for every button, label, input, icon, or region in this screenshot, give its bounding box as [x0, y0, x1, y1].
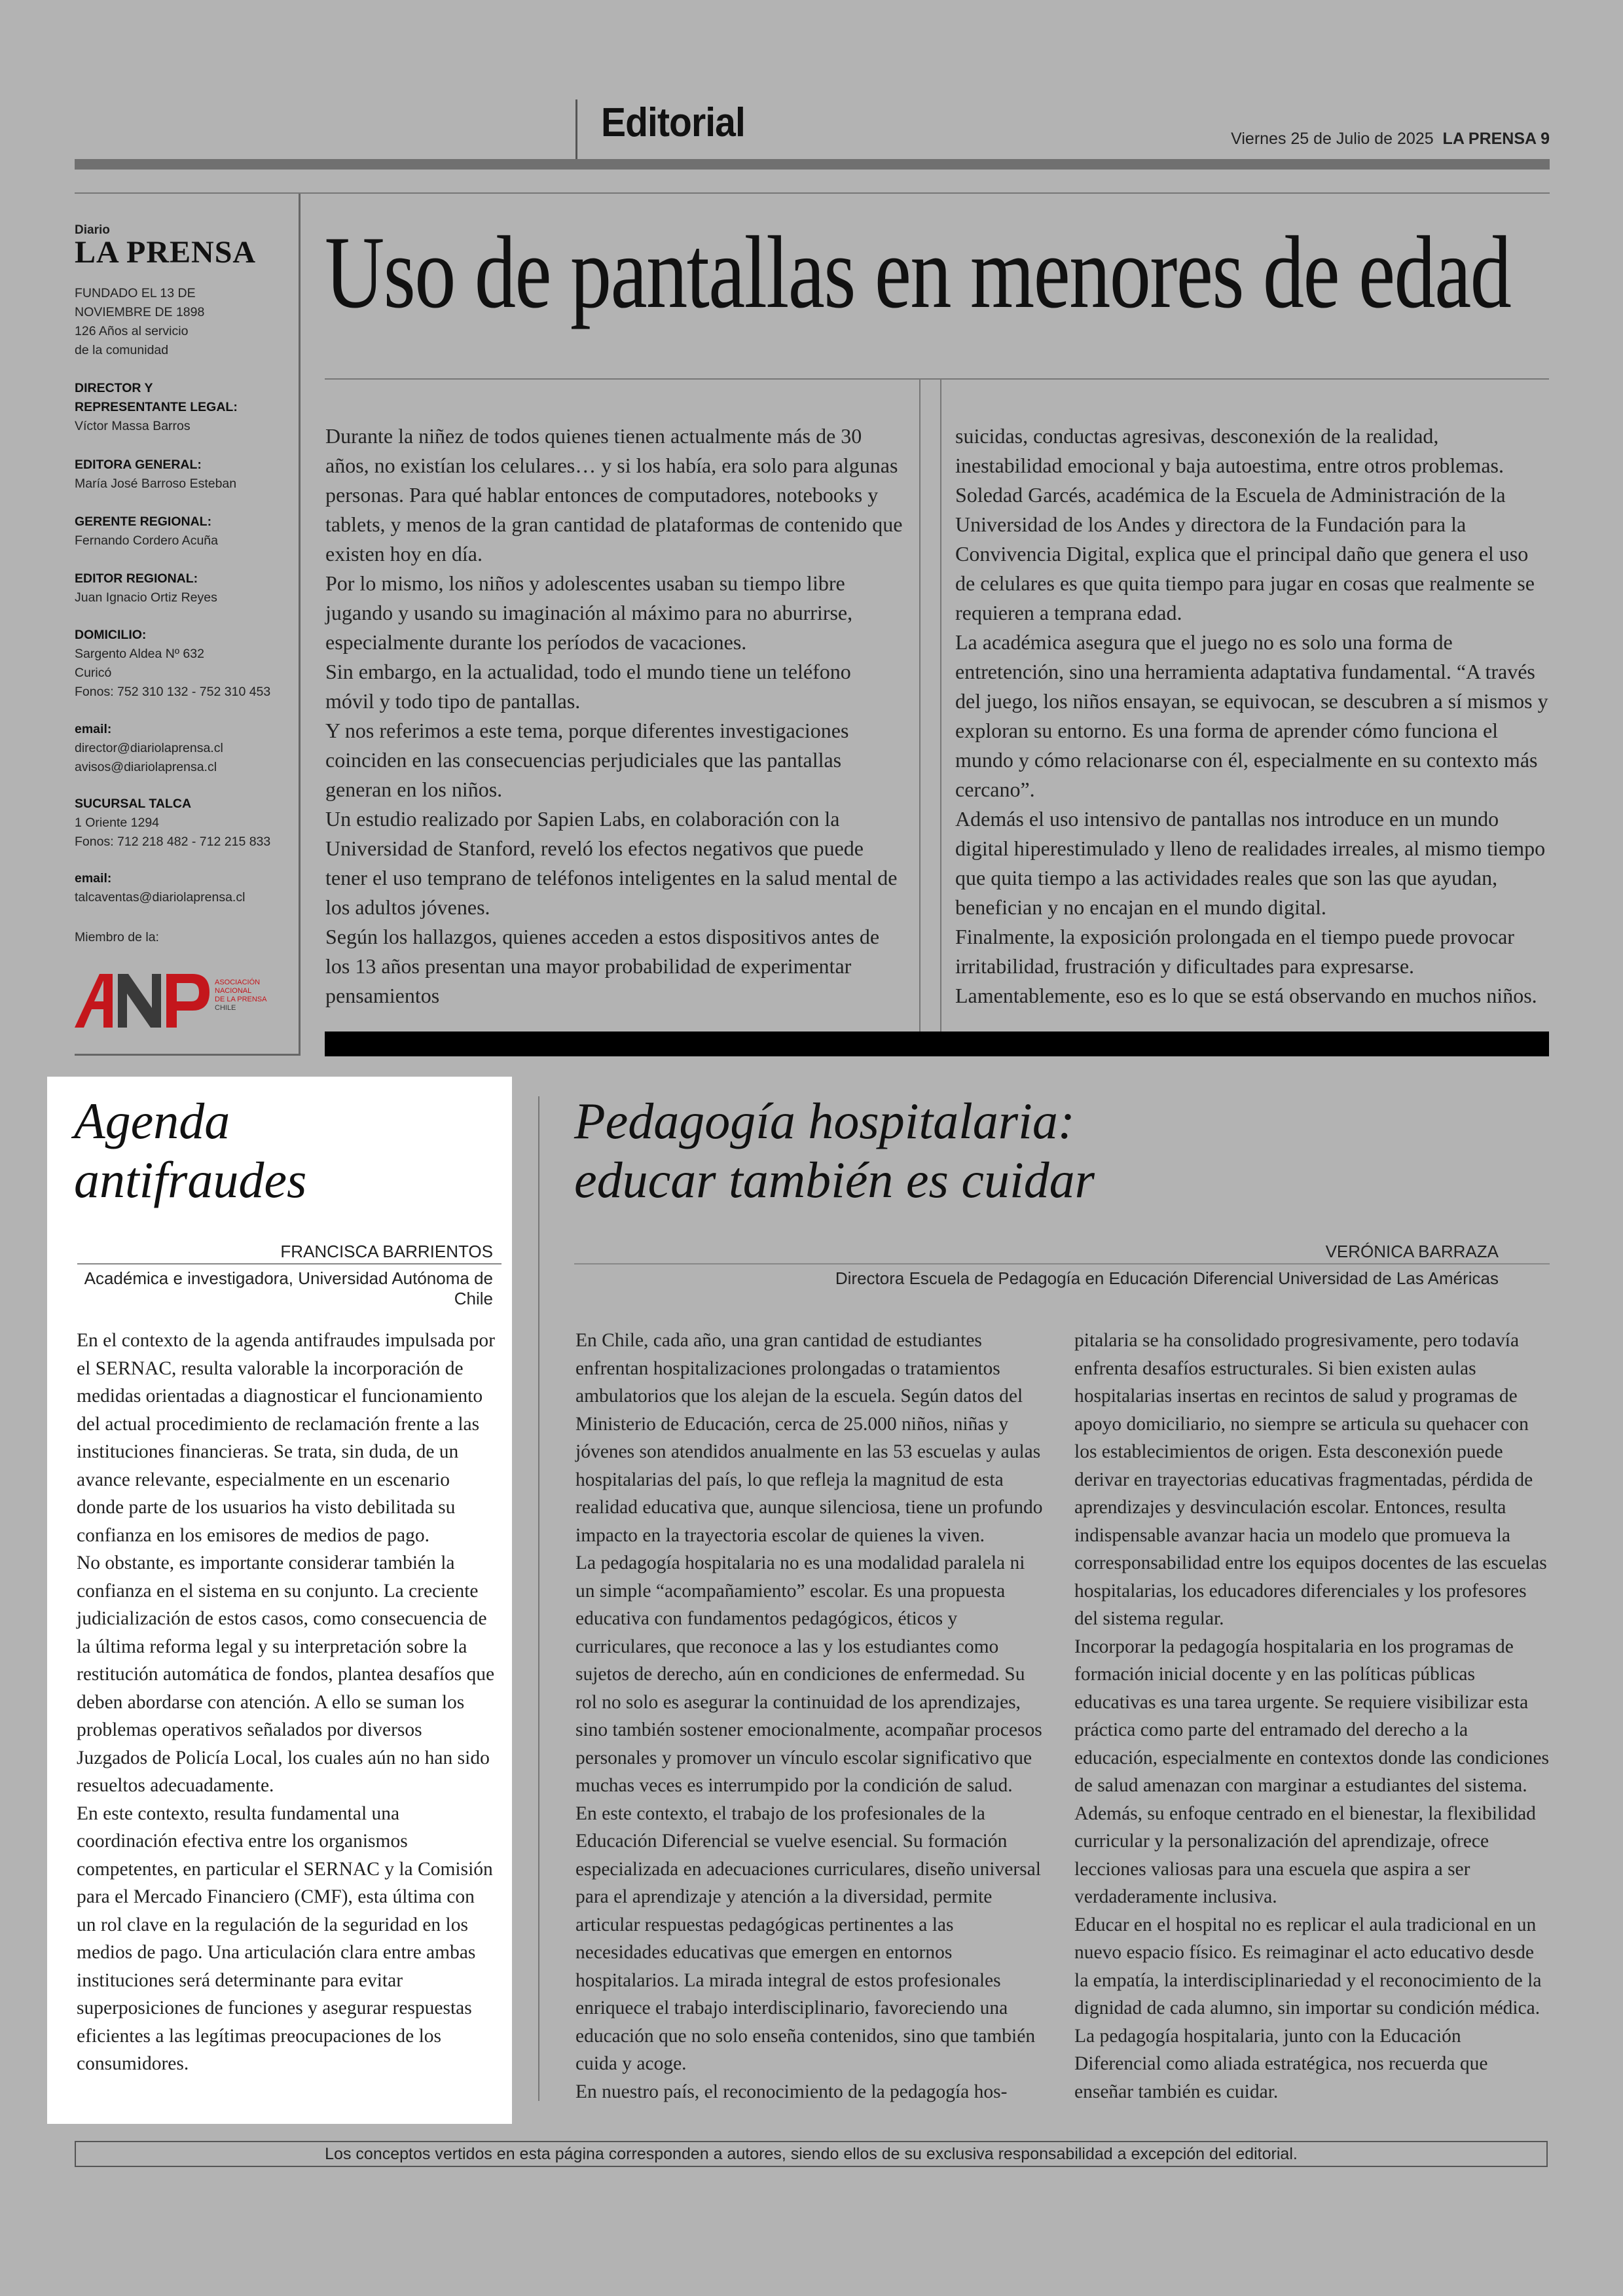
director-label: DIRECTOR Y: [75, 381, 153, 395]
date-line: [1231, 130, 1550, 149]
gerente-name: Fernando Cordero Acuña: [75, 533, 218, 548]
email-address: talcaventas@diariolaprensa.cl: [75, 890, 246, 905]
sucursal-label: SUCURSAL TALCA: [75, 797, 192, 811]
anp-logo: [75, 969, 284, 1034]
sucursal-line: 1 Oriente 1294: [75, 816, 160, 830]
agenda-byline-rule: [77, 1263, 501, 1265]
paragraph: No obstante, es importante considerar también la confianza en el sistema en su conjunto. La creciente judicialización de estos casos, como consecuencia de la última reforma legal y su interpretación sobre la restitución automática de fondos, plantea desafíos que deben abordarse con atención. A ello se suman los problemas operativos señalados por diversos Juzgados de Policía Local, los cuales aún no han sido resueltos adecuadamente.: [77, 1552, 495, 1796]
agenda-title-line: antifraudes: [74, 1151, 307, 1208]
paragraph: Educar en el hospital no es replicar el aula tradicional en un nuevo espacio físico. Es reimaginar el acto educativo desde la empatía, la interdisciplinariedad y el reconocimiento de la dignidad de cada alumno, sin importar su condición médica. La pedagogía hospitalaria, junto con la Educación Diferencial como aliada estratégica, nos recuerda que enseñar también es cuidar.: [1074, 1914, 1542, 2102]
paragraph: En este contexto, el trabajo de los profesionales de la Educación Diferencial se vuelve esencial. Su formación especializada en adecuaciones curriculares, diseño universal para el aprendizaje y atención a la diversidad, permite articular respuestas pedagógicas pertinentes a las necesidades educativas que emergen en entornos hospitalarios. La mirada integral de estos profesionales enriquece el trabajo interdisciplinario, favoreciendo una educación que no solo enseña contenidos, sino que también cuida y acoge.: [575, 1803, 1041, 2074]
pedagogia-title-line: educar también es cuidar: [574, 1151, 1095, 1208]
pedagogia-column-1: [575, 1327, 1047, 2106]
paragraph: suicidas, conductas agresivas, desconexión de la realidad, inestabilidad emocional y baja autoestima, entre otros problemas.: [955, 424, 1504, 477]
masthead-director: [75, 379, 294, 436]
masthead-editor: [75, 569, 294, 607]
paragraph: En Chile, cada año, una gran cantidad de estudiantes enfrentan hospitalizaciones prolongadas o tratamientos ambulatorios que los alejan de la escuela. Según datos del Ministerio de Educación, cerca de 25.000 niños, niñas y jóvenes son atendidos anualmente en las 53 escuelas y aulas hospitalarias del país, lo que refleja la magnitud de esta realidad educativa que, aunque silenciosa, tiene un profundo impacto en la trayectoria escolar de quienes la viven.: [575, 1330, 1043, 1546]
founded-line: 126 Años al servicio: [75, 324, 189, 338]
editorial-title-rule: [325, 378, 1549, 380]
anp-logo-p-shape: [166, 974, 210, 1028]
footer-disclaimer-box: [75, 2141, 1548, 2167]
agenda-title: [74, 1092, 493, 1210]
anp-logo-n-shape: [118, 974, 161, 1028]
editor-label: EDITOR REGIONAL:: [75, 571, 198, 586]
founded-line: de la comunidad: [75, 343, 169, 357]
footer-disclaimer: Los conceptos vertidos en esta página corresponden a autores, siendo ellos de su exclusiva responsabilidad a excepción del editorial.: [325, 2145, 1298, 2163]
paragraph: En este contexto, resulta fundamental una coordinación efectiva entre los organismos competentes, en particular el SERNAC y la Comisión para el Mercado Financiero (CMF), esta última con un rol clave en la regulación de la seguridad en los medios de pago. Una articulación clara entre ambas instituciones será determinante para evitar superposiciones de funciones y asegurar respuestas eficientes a las legítimas preocupaciones de los consumidores.: [77, 1803, 493, 2074]
paragraph: Durante la niñez de todos quienes tienen actualmente más de 30 años, no existían los celulares… y si los había, era solo para algunas personas. Para qué hablar entonces de computadores, notebooks y tablets, y menos de la gran cantidad de plataformas de contenido que existen hoy en día.: [325, 424, 903, 565]
pedagogia-author: VERÓNICA BARRAZA: [1325, 1242, 1499, 1261]
email-address: director@diariolaprensa.cl: [75, 741, 223, 755]
paragraph: Un estudio realizado por Sapien Labs, en colaboración con la Universidad de Stanford, reveló los efectos negativos que puede tener el uso temprano de teléfonos inteligentes en la salud mental de los adultos jóvenes.: [325, 807, 898, 919]
paragraph: Incorporar la pedagogía hospitalaria en los programas de formación inicial docente y en las políticas públicas educativas es una tarea urgente. Se requiere visibilizar esta práctica como parte del entramado del derecho a la educación, especialmente en contextos donde las condiciones de salud amenazan con marginar a estudiantes del sistema. Además, su enfoque centrado en el bienestar, la flexibilidad curricular y la personalización del aprendizaje, ofrece lecciones valiosas para una escuela que aspira a ser verdaderamente inclusiva.: [1074, 1636, 1549, 1907]
paragraph: pitalaria se ha consolidado progresivamente, pero todavía enfrenta desafíos estructurales. Si bien existen aulas hospitalarias insertas en recintos de salud y programas de apoyo domiciliario, no siempre se articula su quehacer con los establecimientos de origen. Esta desconexión puede derivar en trayectorias educativas fragmentadas, pérdida de aprendizajes y desvinculación escolar. Entonces, resulta indispensable avanzar hacia un modelo que promueva la corresponsabilidad entre los equipos docentes de las escuelas hospitalarias, los educadores diferenciales y los profesores del sistema regular.: [1074, 1330, 1547, 1629]
domicilio-line: Fonos: 752 310 132 - 752 310 453: [75, 685, 271, 699]
paragraph: Por lo mismo, los niños y adolescentes usaban su tiempo libre jugando y usando su imaginación al máximo para no aburrirse, especialmente durante los períodos de vacaciones.: [325, 571, 853, 654]
paragraph: En nuestro país, el reconocimiento de la pedagogía hos-: [575, 2081, 1008, 2102]
member-label: Miembro de la:: [75, 930, 159, 944]
article-divider: [538, 1096, 539, 2101]
masthead-editora: [75, 456, 294, 493]
anp-logo-sub: CHILE: [215, 1004, 236, 1012]
domicilio-line: Sargento Aldea Nº 632: [75, 647, 204, 661]
editorial-black-bar: [325, 1031, 1549, 1056]
director-name: Víctor Massa Barros: [75, 419, 191, 433]
page-number: LA PRENSA 9: [1442, 130, 1550, 148]
agenda-author-role: Académica e investigadora, Universidad Autónoma de Chile: [84, 1268, 493, 1308]
agenda-title-line: Agenda: [74, 1092, 230, 1149]
founded-line: NOVIEMBRE DE 1898: [75, 305, 205, 319]
section-title: Editorial: [601, 100, 745, 145]
paragraph: La académica asegura que el juego no es solo una forma de entretención, sino una herramienta adaptativa fundamental. “A través del juego, los niños ensayan, se equivocan, se descubren a sí mismos y exploran su entorno. Es una forma de aprender cómo funciona el mundo y cómo relacionarse con él, especialmente en su contexto más cercano”.: [955, 630, 1548, 801]
header-bar: [75, 159, 1550, 170]
paragraph: Sin embargo, en la actualidad, todo el mundo tiene un teléfono móvil y todo tipo de pantallas.: [325, 660, 851, 713]
masthead-bottom-rule: [75, 1054, 301, 1056]
domicilio-line: Curicó: [75, 666, 112, 680]
anp-logo-sub: NACIONAL: [215, 987, 252, 995]
agenda-author: FRANCISCA BARRIENTOS: [280, 1242, 493, 1261]
editorial-column-2: [955, 422, 1550, 1011]
pedagogia-byline-rule: [574, 1263, 1550, 1265]
paragraph: En el contexto de la agenda antifraudes impulsada por el SERNAC, resulta valorable la incorporación de medidas orientadas a diagnosticar el funcionamiento del actual procedimiento de reclamación frente a las instituciones financieras. Se trata, sin duda, de un avance relevante, especialmente en un escenario donde parte de los usuarios ha visto debilitada su confianza en los emisores de medios de pago.: [77, 1330, 495, 1546]
paragraph: Y nos referimos a este tema, porque diferentes investigaciones coinciden en las consecuencias perjudiciales que las pantallas generan en los niños.: [325, 719, 849, 801]
email-label: email:: [75, 722, 112, 736]
masthead-diario: Diario: [75, 223, 110, 237]
pedagogia-title-line: Pedagogía hospitalaria:: [574, 1092, 1075, 1149]
anp-logo-a-shape: [75, 974, 113, 1028]
masthead-name: LA PRENSA: [75, 235, 257, 270]
masthead-founded: [75, 284, 294, 360]
paragraph: Finalmente, la exposición prolongada en el tiempo puede provocar irritabilidad, frustración y dificultades para expresarse. Lamentablemente, eso es lo que se está observando en muchos niños.: [955, 925, 1537, 1007]
agenda-body: [77, 1327, 498, 2078]
masthead: [75, 194, 301, 1055]
editorial-column-rule: [940, 380, 941, 1031]
pedagogia-title: [574, 1092, 1523, 1210]
gerente-label: GERENTE REGIONAL:: [75, 514, 212, 529]
paragraph: Soledad Garcés, académica de la Escuela de Administración de la Universidad de los Andes y directora de la Fundación para la Convivencia Digital, explica que el principal daño que genera el uso de celulares es que quita tiempo para jugar en cosas que realmente se requieren a temprana edad.: [955, 483, 1535, 624]
paragraph: Según los hallazgos, quienes acceden a estos dispositivos antes de los 13 años presentan una mayor probabilidad de experimentar pensamientos: [325, 925, 880, 1007]
pedagogia-author-role: Directora Escuela de Pedagogía en Educación Diferencial Universidad de Las Américas: [835, 1268, 1499, 1288]
founded-line: FUNDADO EL 13 DE: [75, 286, 196, 300]
anp-logo-sub: ASOCIACIÓN: [215, 978, 261, 986]
masthead-domicilio: [75, 626, 294, 702]
masthead-gerente: [75, 512, 294, 550]
editorial-column-1: [325, 422, 905, 1011]
pedagogia-column-2: [1074, 1327, 1550, 2106]
masthead-email: [75, 720, 294, 777]
paragraph: La pedagogía hospitalaria no es una modalidad paralela ni un simple “acompañamiento” escolar. Es una propuesta educativa con fundamentos pedagógicos, éticos y curriculares, que reconoce a las y los estudiantes como sujetos de derecho, aún en condiciones de enfermedad. Su rol no solo es asegurar la continuidad de los aprendizajes, sino también sostener emocionalmente, acompañar procesos personales y promover un vínculo escolar significativo que muchas veces es interrumpido por la condición de salud.: [575, 1552, 1042, 1796]
domicilio-label: DOMICILIO:: [75, 628, 147, 642]
editora-name: María José Barroso Esteban: [75, 476, 237, 491]
editora-label: EDITORA GENERAL:: [75, 457, 202, 472]
email-address: avisos@diariolaprensa.cl: [75, 760, 217, 774]
masthead-email2: [75, 869, 294, 907]
director-label: REPRESENTANTE LEGAL:: [75, 400, 238, 414]
sucursal-line: Fonos: 712 218 482 - 712 215 833: [75, 834, 271, 849]
section-divider: [575, 99, 577, 160]
email-label: email:: [75, 871, 112, 886]
issue-date: Viernes 25 de Julio de 2025: [1231, 130, 1434, 148]
paragraph: Además el uso intensivo de pantallas nos introduce en un mundo digital hiperestimulado y lleno de realidades irreales, al mismo tiempo que quita tiempo a las actividades reales que son las que ayudan, benefician y no encajan en el mundo digital.: [955, 807, 1546, 919]
masthead-sucursal: [75, 795, 294, 852]
editorial-column-rule: [919, 380, 921, 1031]
editorial-title: Uso de pantallas en menores de edad: [325, 215, 1511, 330]
editor-name: Juan Ignacio Ortiz Reyes: [75, 590, 217, 605]
anp-logo-sub: DE LA PRENSA: [215, 996, 267, 1003]
